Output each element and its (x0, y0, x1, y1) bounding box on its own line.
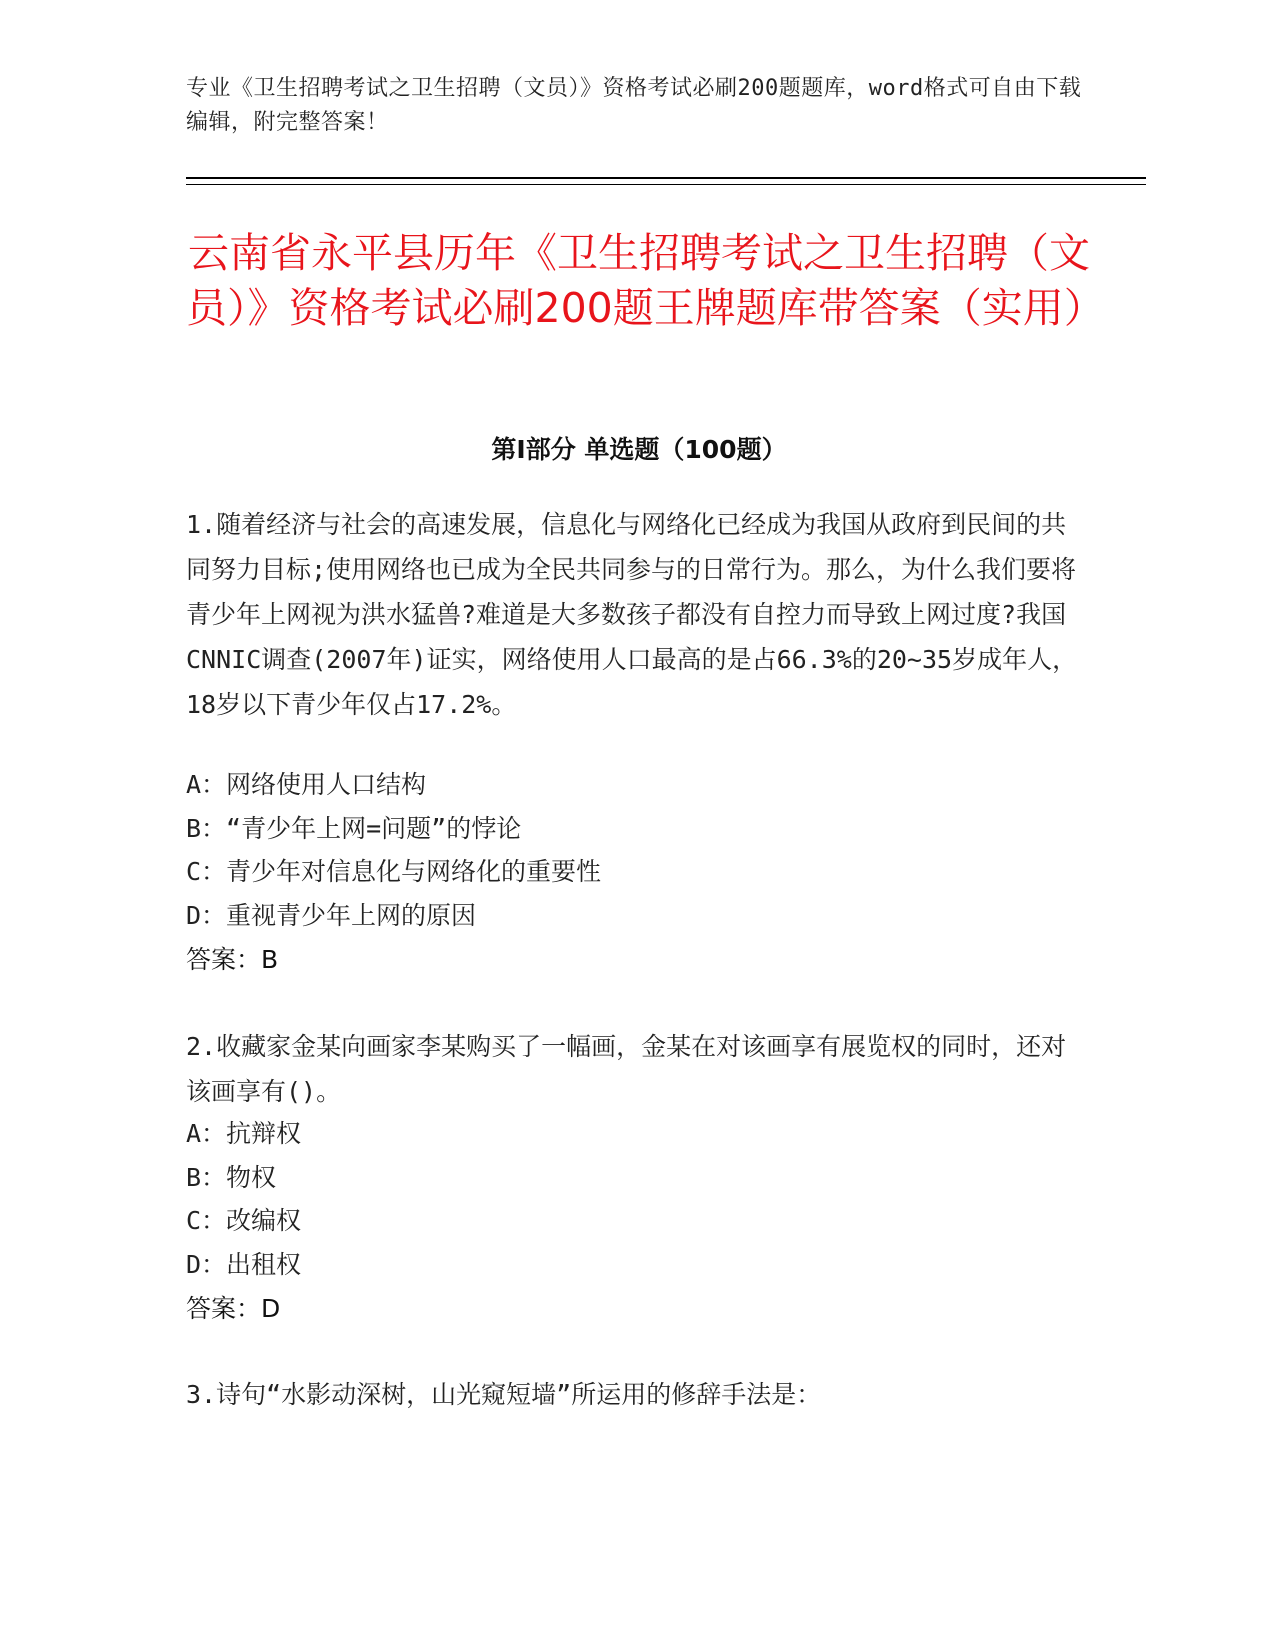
question-2-stem: 2.收藏家金某向画家李某购买了一幅画，金某在对该画享有展览权的同时，还对该画享有()。 (186, 1032, 1067, 1106)
question-1-option-b: B：“青少年上网=问题”的悖论 (186, 814, 522, 843)
header-divider (186, 177, 1146, 179)
section-title: 第I部分 单选题（100题） (491, 435, 787, 464)
question-1-option-a: A：网络使用人口结构 (186, 770, 427, 799)
question-2-option-a: A：抗辩权 (186, 1119, 302, 1148)
question-1-stem: 1.随着经济与社会的高速发展，信息化与网络化已经成为我国从政府到民间的共同努力目标;使用网络也已成为全民共同参与的日常行为。那么，为什么我们要将青少年上网视为洪水猛兽?难道是大多数孩子都没有自控力而导致上网过度?我国CNNIC调查(2007年)证实，网络使用人口最高的是占66.3%的20~35岁成年人，18岁以下青少年仅占17.2%。 (186, 510, 1078, 719)
question-2-option-d: D：出租权 (186, 1250, 302, 1279)
question-1-answer: 答案：B (186, 945, 279, 974)
header-divider-thin (186, 184, 1146, 185)
question-2-option-c: C：改编权 (186, 1206, 302, 1235)
document-title: 云南省永平县历年《卫生招聘考试之卫生招聘（文员）》资格考试必刷200题王牌题库带答案（实用） (186, 229, 1105, 332)
header-note: 专业《卫生招聘考试之卫生招聘（文员）》资格考试必刷200题题库，word格式可自由下载编辑，附完整答案！ (186, 76, 1082, 135)
question-1-option-d: D：重视青少年上网的原因 (186, 901, 477, 930)
question-2-answer: 答案：D (186, 1294, 281, 1323)
question-1-option-c: C：青少年对信息化与网络化的重要性 (186, 857, 602, 886)
question-2-option-b: B：物权 (186, 1163, 277, 1192)
question-3-stem: 3.诗句“水影动深树，山光窥短墙”所运用的修辞手法是： (186, 1380, 822, 1409)
